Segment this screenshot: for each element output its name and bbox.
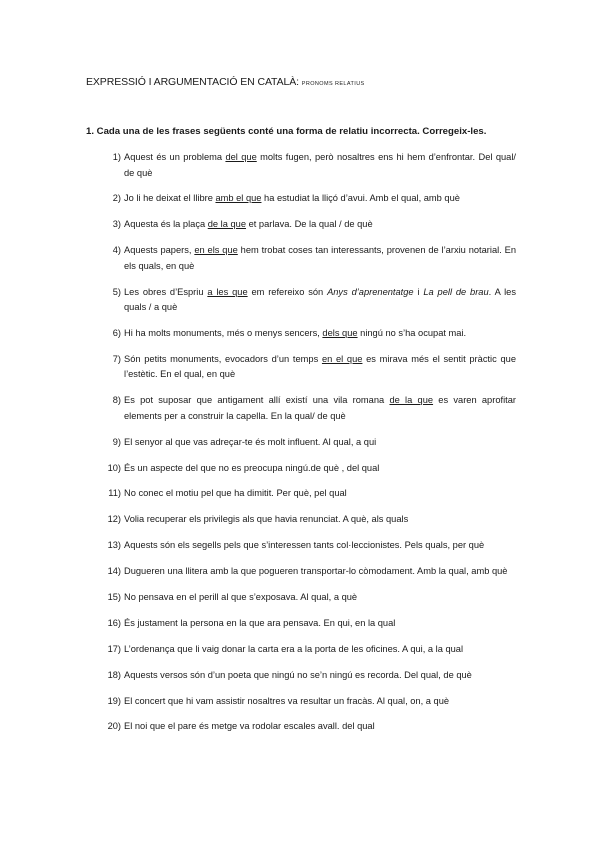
list-item [100, 217, 516, 233]
item-number: 19) [107, 695, 121, 706]
item-number: 1) [112, 152, 121, 162]
text-segment: Hi ha molts monuments, més o menys sencers, [124, 327, 323, 338]
item-text [124, 393, 516, 424]
list-item [100, 616, 516, 632]
title-subtitle: PRONOMS RELATIUS [301, 81, 365, 87]
item-number: 17) [107, 643, 121, 654]
text-segment: És justament la persona en la que ara pensava. En qui, en la qual [124, 617, 396, 628]
title-main: EXPRESSIÓ I ARGUMENTACIÓ EN CATALÀ: [86, 76, 299, 88]
relative-pronoun-highlight: en els que [194, 245, 238, 256]
exercise-list [100, 150, 516, 735]
item-number: 20) [107, 721, 121, 732]
text-segment: El noi que el pare és metge va rodolar escales avall. del qual [124, 721, 375, 732]
item-text [124, 668, 516, 684]
list-item [100, 326, 516, 342]
item-number: 3) [112, 219, 121, 230]
item-number: 13) [107, 540, 121, 551]
item-text [124, 538, 516, 554]
list-item [100, 435, 516, 451]
list-item [100, 285, 516, 316]
item-number: 8) [112, 395, 121, 406]
text-segment: es varen aprofitar elements per a construir la capella. En la qual/ de què [124, 395, 516, 421]
text-segment: Aquest és un problema [124, 152, 226, 162]
item-number: 11) [108, 488, 121, 499]
item-text [124, 642, 516, 658]
item-text [124, 352, 516, 383]
text-segment: L’ordenança que li vaig donar la carta era a la porta de les oficines. A qui, a la qual [124, 643, 464, 654]
relative-pronoun-highlight: dels que [322, 327, 358, 338]
item-text [124, 243, 516, 274]
text-segment: Volia recuperar els privilegis als que havia renunciat. A què, als quals [124, 514, 409, 525]
item-text [124, 616, 516, 632]
text-segment: Aquests són els segells pels que s’interessen tants col·leccionistes. Pels quals, per què [124, 540, 485, 551]
relative-pronoun-highlight: de la que [207, 219, 246, 230]
page-title [86, 76, 365, 88]
relative-pronoun-highlight: a les que [207, 286, 248, 297]
item-text [124, 719, 516, 735]
text-segment: em refereixo són [247, 286, 328, 297]
list-item [100, 538, 516, 554]
item-number: 10) [107, 462, 121, 473]
item-text [124, 285, 516, 316]
relative-pronoun-highlight: amb el que [215, 193, 262, 204]
text-segment: Es pot suposar que antigament allí existí una vila romana [124, 395, 390, 406]
item-text [124, 512, 516, 528]
item-number: 7) [112, 353, 121, 364]
list-item [100, 393, 516, 424]
text-segment: Són petits monuments, evocadors d’un temps [124, 353, 322, 364]
list-item [100, 191, 516, 207]
item-number: 18) [107, 669, 121, 680]
item-number: 6) [112, 327, 121, 338]
item-number: 16) [107, 617, 121, 628]
list-item [100, 642, 516, 658]
relative-pronoun-highlight: en el que [321, 353, 363, 364]
text-segment: hem trobat coses tan interessants, provenen de l’arxiu notarial. En els quals, en què [124, 245, 516, 271]
text-segment: És un aspecte del que no es preocupa ningú.de què , del qual [124, 462, 380, 473]
item-text [124, 217, 516, 233]
item-number: 15) [107, 591, 121, 602]
item-text [124, 150, 516, 181]
text-segment: Jo li he deixat el llibre [124, 193, 216, 204]
relative-pronoun-highlight: de la que [389, 395, 434, 406]
text-segment: Aquesta és la plaça [124, 219, 208, 230]
item-number: 4) [112, 245, 121, 256]
list-item [100, 694, 516, 710]
text-segment: No pensava en el perill al que s’exposava. Al qual, a què [124, 591, 358, 602]
list-item [100, 668, 516, 684]
list-item [100, 150, 516, 181]
relative-pronoun-highlight: del que [225, 152, 257, 162]
text-segment: et parlava. De la qual / de què [246, 219, 373, 230]
book-title: Anys d’aprenentatge [327, 286, 414, 297]
list-item [100, 512, 516, 528]
item-text [124, 486, 516, 502]
text-segment: Dugueren una llitera amb la que pogueren transportar-lo còmodament. Amb la qual, amb què [124, 566, 508, 577]
item-number: 5) [112, 286, 121, 297]
item-text [124, 590, 516, 606]
item-number: 14) [107, 566, 121, 577]
book-title: La pell de brau [423, 286, 489, 297]
list-item [100, 243, 516, 274]
list-item [100, 590, 516, 606]
text-segment: es mirava més el sentit pràctic que l’estètic. En el qual, en què [124, 353, 516, 380]
text-segment: Aquests versos són d’un poeta que ningú no se’n ningú es recorda. Del qual, de què [124, 669, 472, 680]
item-text [124, 564, 516, 580]
list-item [100, 486, 516, 502]
text-segment: El senyor al que vas adreçar-te és molt influent. Al qual, a qui [124, 436, 377, 447]
item-number: 9) [112, 436, 121, 447]
exercise-instruction: 1. Cada una de les frases següents conté una forma de relatiu incorrecta. Corregeix-les. [86, 126, 487, 137]
list-item [100, 352, 516, 383]
text-segment: Les obres d’Espriu [124, 286, 208, 297]
item-text [124, 326, 516, 342]
item-text [124, 191, 516, 207]
list-item [100, 564, 516, 580]
item-number: 2) [112, 193, 121, 204]
list-item [100, 719, 516, 735]
text-segment: molts fugen, però nosaltres ens hi hem d’enfrontar. Del qual/ de què [124, 152, 516, 178]
text-segment: . A les quals / a què [124, 286, 516, 313]
text-segment: Aquests papers, [124, 245, 195, 256]
item-number: 12) [107, 514, 121, 525]
item-text [124, 694, 516, 710]
list-item [100, 461, 516, 477]
item-text [124, 435, 516, 451]
item-text [124, 461, 516, 477]
text-segment: No conec el motiu pel que ha dimitit. Per què, pel qual [124, 488, 347, 499]
text-segment: ha estudiat la lliçó d’avui. Amb el qual, amb què [261, 193, 460, 204]
text-segment: ningú no s’ha ocupat mai. [357, 327, 467, 338]
text-segment: i [413, 286, 424, 297]
text-segment: El concert que hi vam assistir nosaltres va resultar un fracàs. Al qual, on, a què [124, 695, 450, 706]
